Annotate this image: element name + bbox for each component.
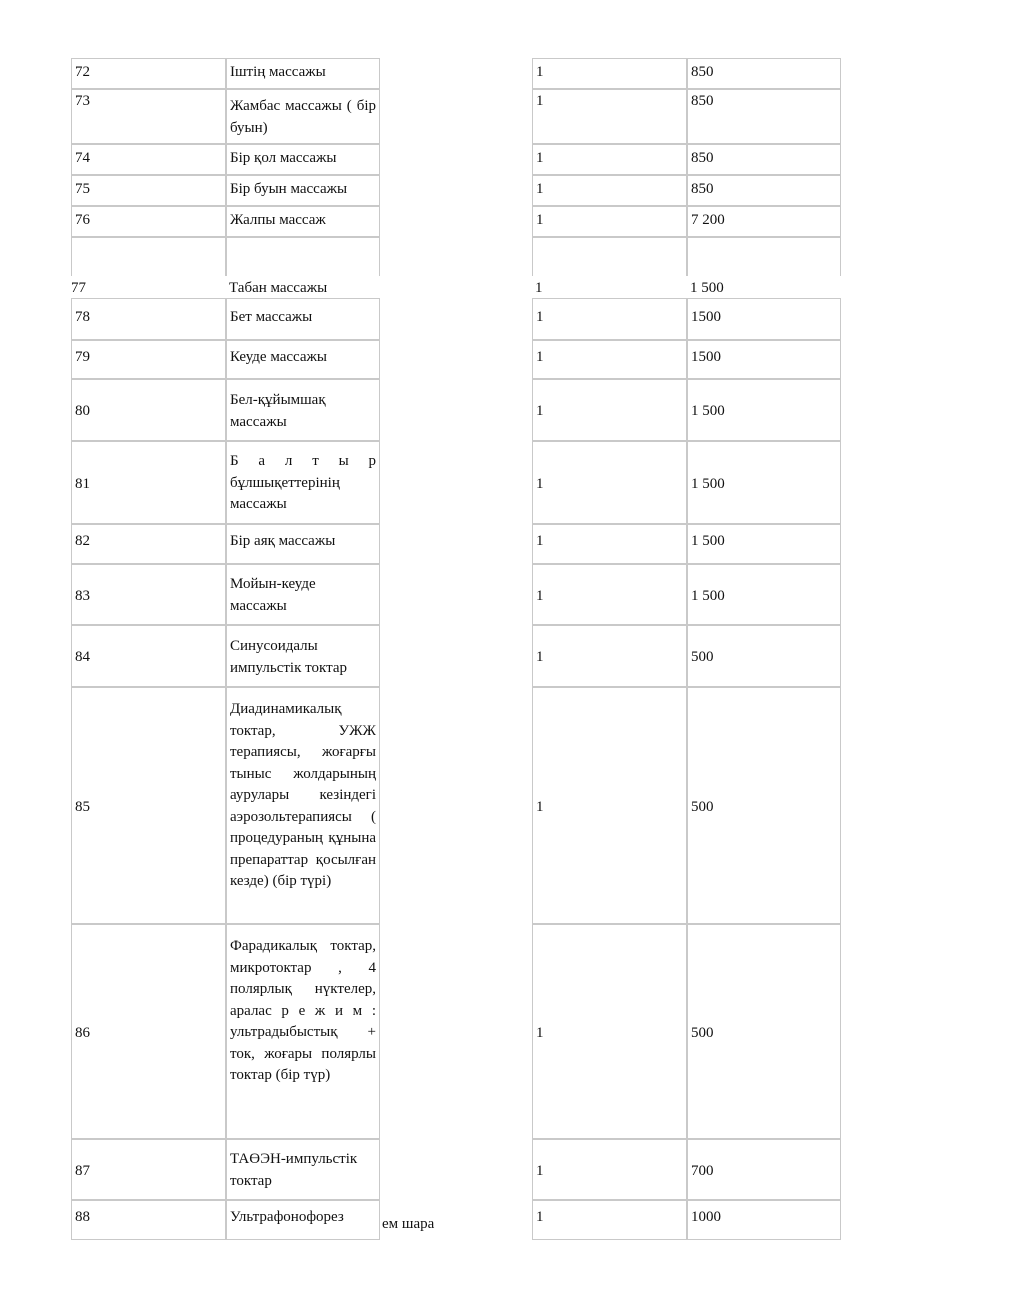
table-cell-no bbox=[71, 144, 226, 175]
cell-text-price: 1500 bbox=[691, 349, 721, 365]
table-cell-qty bbox=[532, 298, 687, 340]
table-cell-qty bbox=[532, 1200, 687, 1240]
table-cell-no bbox=[71, 58, 226, 89]
table-cell-no bbox=[71, 625, 226, 687]
table-cell-qty bbox=[532, 237, 687, 276]
cell-text-name: Синусоидалы импульстік токтар bbox=[230, 638, 347, 676]
cell-text-no: 79 bbox=[75, 349, 90, 365]
cell-text-no: 85 bbox=[75, 799, 90, 815]
table-cell-price bbox=[687, 58, 841, 89]
table-cell-price bbox=[687, 340, 841, 379]
table-cell-no bbox=[71, 237, 226, 276]
table-cell-name bbox=[226, 144, 380, 175]
table-cell-qty bbox=[532, 1139, 687, 1200]
cell-text-qty: 1 bbox=[536, 403, 544, 419]
cell-text-name: Мойын-кеуде массажы bbox=[230, 576, 316, 614]
table-cell-name bbox=[226, 237, 380, 276]
cell-text-name: Іштің массажы bbox=[230, 64, 326, 80]
cell-text-no: 75 bbox=[75, 181, 90, 197]
table-cell-no bbox=[71, 524, 226, 564]
cell-text-price: 850 bbox=[691, 150, 714, 166]
cell-text-name: Ультрафонофорез bbox=[230, 1209, 344, 1225]
table-cell-name bbox=[226, 524, 380, 564]
cell-text-qty: 1 bbox=[536, 93, 544, 109]
table-cell-qty bbox=[532, 206, 687, 237]
table-cell-no bbox=[71, 298, 226, 340]
table-cell-qty bbox=[532, 687, 687, 924]
cell-text-qty: 1 bbox=[536, 533, 544, 549]
cell-text-name: Кеуде массажы bbox=[230, 349, 327, 365]
cell-text-no: 84 bbox=[75, 649, 90, 665]
cell-text-no: 77 bbox=[71, 280, 86, 296]
cell-text-price: 1000 bbox=[691, 1209, 721, 1225]
table-cell-qty bbox=[532, 524, 687, 564]
cell-text-price: 700 bbox=[691, 1163, 714, 1179]
cell-text-price: 1500 bbox=[691, 309, 721, 325]
table-cell-price bbox=[687, 687, 841, 924]
table-cell-qty bbox=[532, 175, 687, 206]
cell-text-price: 850 bbox=[691, 181, 714, 197]
cell-text-qty: 1 bbox=[536, 799, 544, 815]
table-cell-qty bbox=[532, 564, 687, 625]
table-cell-price bbox=[687, 1139, 841, 1200]
table-cell-price bbox=[687, 379, 841, 441]
table-cell-name bbox=[226, 379, 380, 441]
cell-text-price: 1 500 bbox=[691, 533, 725, 549]
cell-text-qty: 1 bbox=[535, 280, 543, 296]
cell-text-no: 80 bbox=[75, 403, 90, 419]
cell-text-name: Диадинамикалық токтар, УЖЖ терапиясы, жоғарғы тыныс жолдарының аурулары кезіндегі аэрозольтерапиясы ( процедураның құнына препараттар қосылған кезде) (бір түрі) bbox=[230, 701, 376, 889]
table-cell-price bbox=[687, 237, 841, 276]
cell-text-name: Жалпы массаж bbox=[230, 212, 326, 228]
cell-text-price: 500 bbox=[691, 649, 714, 665]
table-cell-name bbox=[226, 89, 380, 144]
cell-text-no: 86 bbox=[75, 1025, 90, 1041]
cell-text-qty: 1 bbox=[536, 1163, 544, 1179]
cell-text-qty: 1 bbox=[536, 1025, 544, 1041]
table-cell-no bbox=[71, 924, 226, 1139]
cell-text-qty: 1 bbox=[536, 588, 544, 604]
cell-text-qty: 1 bbox=[536, 349, 544, 365]
cell-text-qty: 1 bbox=[536, 212, 544, 228]
table-cell-price bbox=[687, 441, 841, 524]
cell-text-price: 500 bbox=[691, 799, 714, 815]
table-cell-name bbox=[226, 58, 380, 89]
table-cell-no bbox=[71, 175, 226, 206]
table-cell-qty bbox=[532, 340, 687, 379]
cell-text-name: Бір буын массажы bbox=[230, 181, 348, 197]
table-cell-price bbox=[687, 144, 841, 175]
cell-text-name: Бір қол массажы bbox=[230, 150, 337, 166]
cell-text-no: 78 bbox=[75, 309, 90, 325]
table-cell-price bbox=[687, 524, 841, 564]
unit-note: ем шара bbox=[382, 1216, 435, 1232]
table-cell-qty bbox=[532, 144, 687, 175]
cell-text-name: Фарадикалық токтар, микротоктар , 4 полярлық нүктелер, аралас р е ж и м : ультрадыбыстық + ток, жоғары полярлы токтар (бір түр) bbox=[230, 938, 376, 1083]
cell-text-name: Бет массажы bbox=[230, 309, 313, 325]
cell-text-no: 82 bbox=[75, 533, 90, 549]
table-cell-price bbox=[687, 1200, 841, 1240]
table-cell-price bbox=[687, 564, 841, 625]
table-cell-name bbox=[226, 625, 380, 687]
table-cell-price bbox=[687, 89, 841, 144]
table-cell-price bbox=[687, 298, 841, 340]
table-cell-price bbox=[687, 625, 841, 687]
cell-text-price: 1 500 bbox=[690, 280, 724, 296]
cell-text-no: 88 bbox=[75, 1209, 90, 1225]
cell-text-no: 87 bbox=[75, 1163, 90, 1179]
table-cell-no bbox=[71, 89, 226, 144]
cell-text-qty: 1 bbox=[536, 64, 544, 80]
table-cell-price bbox=[687, 175, 841, 206]
cell-text-no: 74 bbox=[75, 150, 90, 166]
table-cell-qty bbox=[532, 924, 687, 1139]
table-cell-name bbox=[226, 175, 380, 206]
table-cell-no bbox=[71, 276, 226, 298]
cell-text-qty: 1 bbox=[536, 150, 544, 166]
cell-text-price: 500 bbox=[691, 1025, 714, 1041]
table-cell-qty bbox=[532, 58, 687, 89]
table-cell-no bbox=[71, 340, 226, 379]
table-cell-name bbox=[226, 564, 380, 625]
table-cell-name bbox=[226, 924, 380, 1139]
table-cell-qty bbox=[532, 441, 687, 524]
cell-text-name: Табан массажы bbox=[229, 280, 328, 296]
cell-text-price: 1 500 bbox=[691, 476, 725, 492]
cell-text-price: 1 500 bbox=[691, 403, 725, 419]
table-cell-name bbox=[226, 298, 380, 340]
table-cell-no bbox=[71, 1139, 226, 1200]
table-cell-no bbox=[71, 379, 226, 441]
table-cell-no bbox=[71, 564, 226, 625]
cell-text-name: Жамбас массажы ( бір буын) bbox=[230, 98, 376, 136]
cell-text-no: 83 bbox=[75, 588, 90, 604]
cell-text-price: 1 500 bbox=[691, 588, 725, 604]
table-cell-qty bbox=[532, 276, 687, 298]
table-cell-name bbox=[226, 687, 380, 924]
table-cell-qty bbox=[532, 379, 687, 441]
cell-text-no: 72 bbox=[75, 64, 90, 80]
table-cell-name bbox=[226, 340, 380, 379]
cell-text-price: 850 bbox=[691, 64, 714, 80]
table-cell-no bbox=[71, 687, 226, 924]
cell-text-price: 850 bbox=[691, 93, 714, 109]
cell-text-name: ТАӨЭН-импульстік токтар bbox=[230, 1151, 358, 1189]
cell-text-name: Б а л т ы р бұлшықеттерінің массажы bbox=[230, 453, 376, 512]
table-cell-no bbox=[71, 441, 226, 524]
table-cell-qty bbox=[532, 625, 687, 687]
cell-text-name: Бел-құйымшақ массажы bbox=[230, 392, 326, 430]
cell-text-no: 73 bbox=[75, 93, 90, 109]
cell-text-qty: 1 bbox=[536, 1209, 544, 1225]
table-cell-name bbox=[226, 441, 380, 524]
table-cell-no bbox=[71, 1200, 226, 1240]
table-cell-name bbox=[226, 276, 380, 298]
cell-text-price: 7 200 bbox=[691, 212, 725, 228]
cell-text-qty: 1 bbox=[536, 649, 544, 665]
table-cell-price bbox=[687, 206, 841, 237]
cell-text-qty: 1 bbox=[536, 476, 544, 492]
table-cell-qty bbox=[532, 89, 687, 144]
cell-text-qty: 1 bbox=[536, 181, 544, 197]
cell-text-qty: 1 bbox=[536, 309, 544, 325]
cell-text-name: Бір аяқ массажы bbox=[230, 533, 336, 549]
table-cell-no bbox=[71, 206, 226, 237]
table-cell-price bbox=[687, 276, 841, 298]
table-cell-name bbox=[226, 206, 380, 237]
cell-text-no: 76 bbox=[75, 212, 90, 228]
table-cell-price bbox=[687, 924, 841, 1139]
table-cell-name bbox=[226, 1200, 380, 1240]
cell-text-no: 81 bbox=[75, 476, 90, 492]
table-cell-name bbox=[226, 1139, 380, 1200]
